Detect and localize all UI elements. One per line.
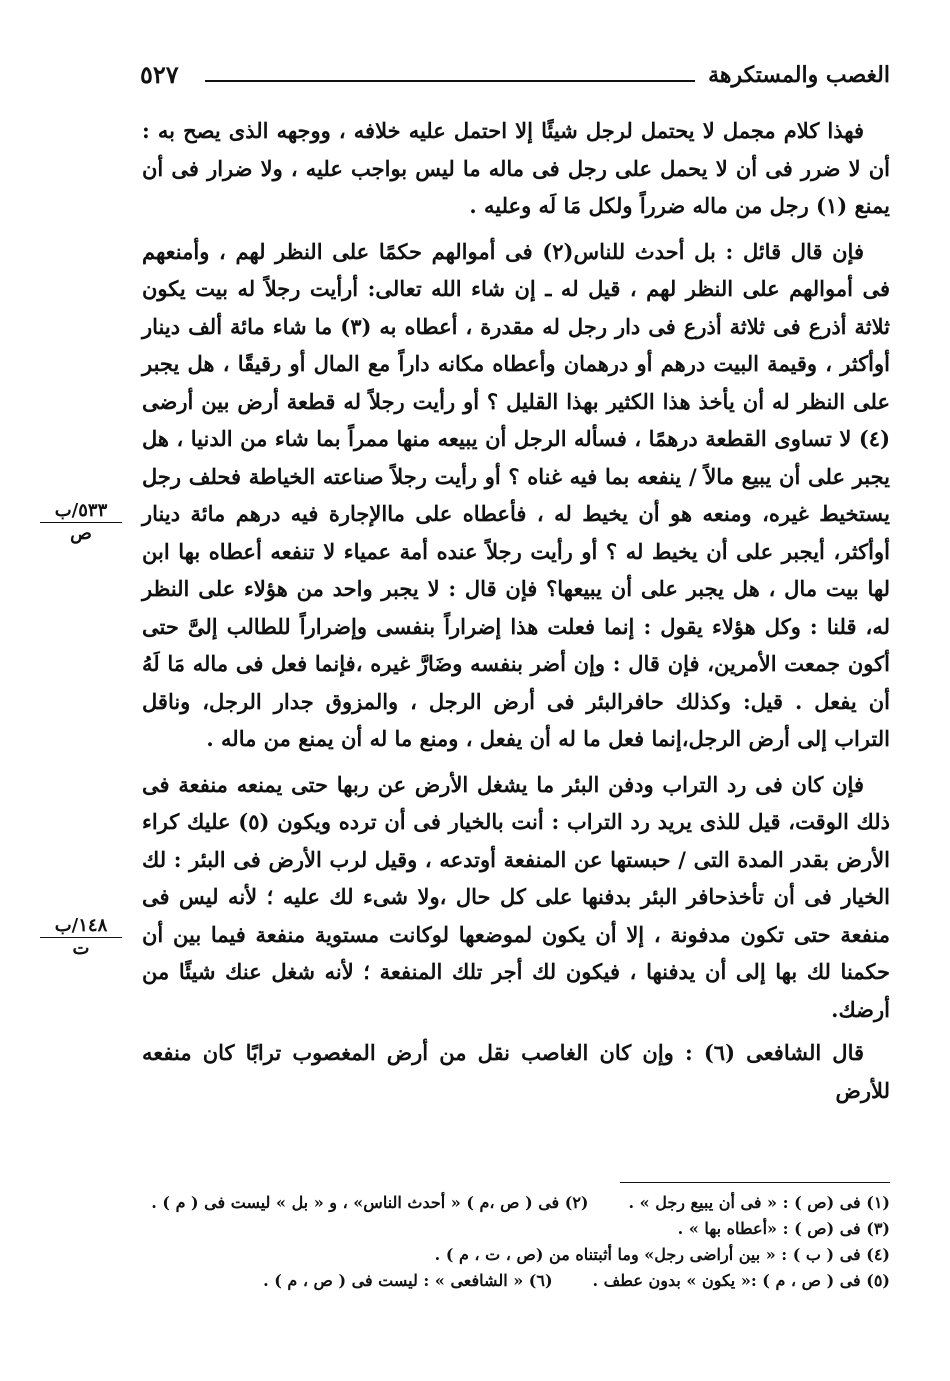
main-text — [142, 112, 890, 1109]
paragraph: فإن قال قائل : بل أحدث للناس(٢) فى أموالهم حكمًا على النظر لهم ، وأمنعهم فى أموالهم على النظر لهم ، قيل له ـ إن شاء الله تعالى: أرأيت رجلاً له بيت يكون ثلاثة أذرع فى ثلاثة أذرع فى دار رجل له مقدرة ، أعطاه به (٣) ما شاء مائة ألف دينار أوأكثر ، وقيمة البيت درهم أو درهمان وأعطاه مكانه داراً مع المال أو رقيقًا ، هل يجبر على النظر له أن يأخذ هذا الكثير بهذا القليل ؟ أو رأيت رجلاً له قطعة أرض بين أرضى (٤) لا تساوى القطعة درهمًا ، فسأله الرجل أن يبيعه منها ممراً بما شاء من الدنيا ، هل يجبر على أن يبيع مالاً / ينفعه بما فيه غناه ؟ أو رأيت رجلاً صناعته الخياطة فحلف رجل يستخيط غيره، ومنعه هو أن يخيط له ، فأعطاه على ماالإجارة فيه درهم مائة دينار أوأكثر، أيجبر على أن يخيط له ؟ أو رأيت رجلاً عنده أمة عمياء لا تنفعه أعطاه بها ابن لها بيت مال ، هل يجبر على أن يبيعها؟ فإن قال : لا يجبر واحد من هؤلاء على النظر له، قلنا : وكل هؤلاء يقول : إنما فعلت هذا إضراراً بنفسى وإضراراً للطالب إلىَّ حتى أكون جمعت الأمرين، فإن قال : وإن أضر بنفسه وضَارَّ غيره ،فإنما فعل فى ماله مَا لَهُ أن يفعل . قيل: وكذلك حافرالبئر فى أرض الرجل ، والمزوق جدار الرجل، وناقل التراب إلى أرض الرجل،إنما فعل ما له أن يفعل ، ومنع ما له أن يمنع من ماله . — [142, 238, 891, 751]
margin-note-folio: ٥٣٣/ب — [40, 500, 122, 523]
footnote: (٥) فى ( ص ، م ) :« يكون » بدون عطف . — [592, 1271, 890, 1290]
paragraph-text: (٦) : وإن كان الغاصب نقل من أرض المغصوب ترابًا كان منفعه للأرض — [142, 1040, 890, 1103]
page-header — [140, 60, 890, 100]
footnote-line — [160, 1216, 890, 1242]
footnote: (٣) فى (ص ) : «أعطاه بها » . — [677, 1219, 890, 1238]
margin-note — [40, 915, 122, 959]
footnote-line — [151, 1190, 890, 1216]
footnote-line — [160, 1242, 890, 1268]
footnotes — [151, 1190, 890, 1294]
footnote: (١) فى (ص ) : « فى أن يبيع رجل » . — [628, 1193, 890, 1212]
footnote: (٤) فى ( ب ) : « بين أراضى رجل» وما أثبتناه من (ص ، ت ، م ) . — [434, 1245, 890, 1264]
margin-note — [40, 500, 122, 544]
paragraph: فهذا كلام مجمل لا يحتمل لرجل شيئًا إلا احتمل عليه خلافه ، ووجهه الذى يصح به : أن لا ضرر فى أن لا يحمل على رجل فى ماله ما ليس بواجب عليه ، ولا ضرار فى أن يمنع (١) رجل من ماله ضرراً ولكل مَا لَه وعليه . — [142, 118, 890, 218]
margin-note-siglum: ت — [72, 938, 90, 959]
paragraph — [142, 1034, 890, 1109]
footnote-rule — [620, 1182, 890, 1183]
footnote: (٢) فى ( ص ،م ) « أحدث الناس» ، و « بل » ليست فى ( م ) . — [151, 1193, 589, 1212]
footnote-line — [160, 1268, 890, 1294]
footnote: (٦) « الشافعى » : ليست فى ( ص ، م ) . — [263, 1271, 553, 1290]
header-rule — [205, 80, 695, 82]
page-number: ٥٢٧ — [140, 60, 179, 89]
margin-note-siglum: ص — [70, 523, 92, 544]
paragraph: فإن كان فى رد التراب ودفن البئر ما يشغل الأرض عن ربها حتى يمنعه منفعة فى ذلك الوقت، قيل للذى يريد رد التراب : أنت بالخيار فى أن ترده ويكون (٥) عليك كراء الأرض بقدر المدة التى / حبستها عن المنفعة أوتدعه ، وقيل لرب الأرض فى البئر : لك الخيار فى أن تأخذحافر البئر بدفنها على كل حال ،ولا شىء لك عليه ؛ لأنه ليس فى منفعة حتى تكون مدفونة ، إلا أن يكون لموضعها لوكانت مستوية منفعة فيما بين أن حكمنا لك بها إلى أن يدفنها ، فيكون لك أجر تلك المنفعة ؛ لأنه شغل عنك شيئًا من أرضك. — [142, 771, 890, 1022]
paragraph-lead: قال الشافعى — [746, 1040, 865, 1065]
running-title: الغصب والمستكرهة — [708, 62, 890, 88]
margin-note-folio: ١٤٨/ب — [40, 915, 122, 938]
